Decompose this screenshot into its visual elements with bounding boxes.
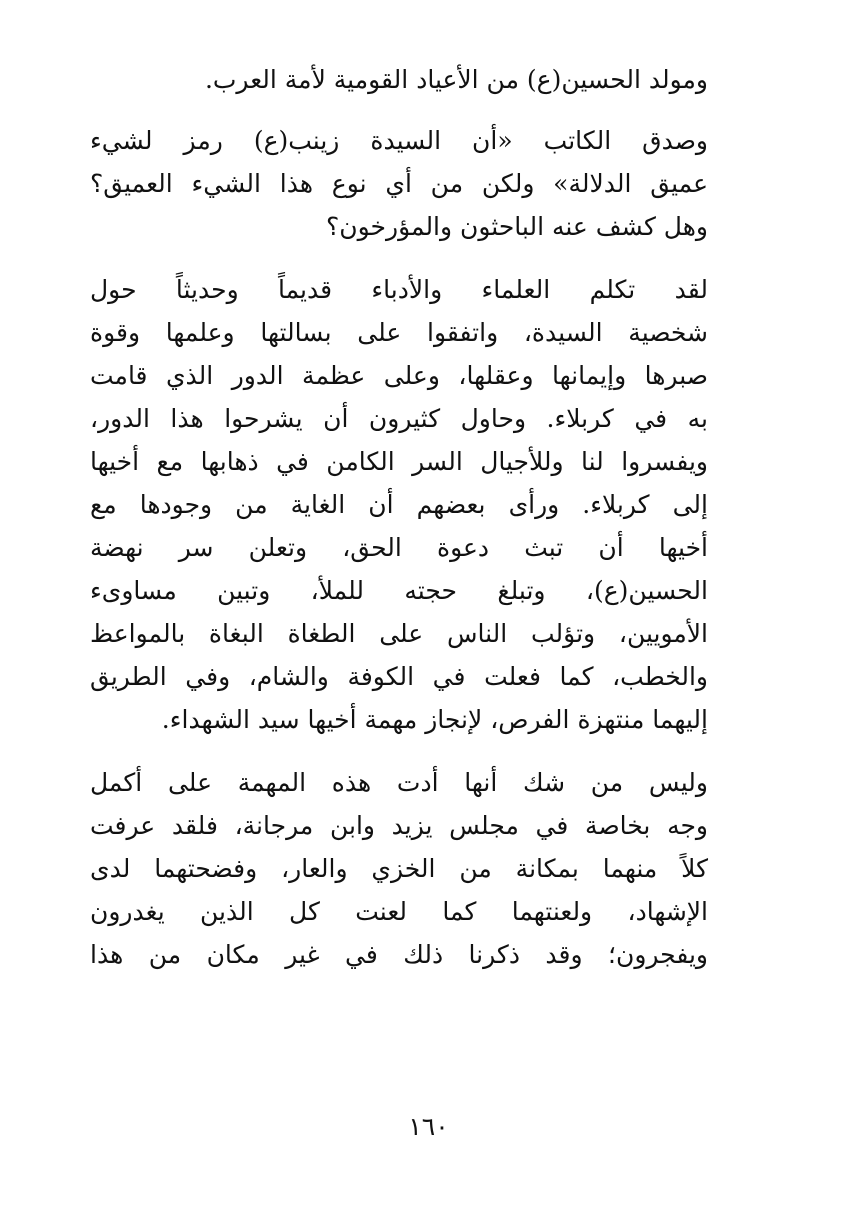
text-line: وليس من شك أنها أدت هذه المهمة على أكمل bbox=[90, 768, 708, 797]
text-line: ويفسروا لنا وللأجيال السر الكامن في ذهابها مع أخيها bbox=[90, 447, 708, 476]
text-line: والخطب، كما فعلت في الكوفة والشام، وفي الطريق bbox=[90, 662, 708, 691]
text-line: عميق الدلالة» ولكن من أي نوع هذا الشيء العميق؟ bbox=[90, 169, 708, 198]
text-line: الإشهاد، ولعنتهما كما لعنت كل الذين يغدرون bbox=[90, 897, 708, 926]
text-line: وجه بخاصة في مجلس يزيد وابن مرجانة، فلقد عرفت bbox=[90, 811, 708, 840]
text-line: كلاً منهما بمكانة من الخزي والعار، وفضحتهما لدى bbox=[90, 854, 708, 883]
text-line: إليهما منتهزة الفرص، لإنجاز مهمة أخيها سيد الشهداء. bbox=[161, 705, 708, 734]
page-number: ١٦٠ bbox=[408, 1112, 449, 1141]
text-line: الأمويين، وتؤلب الناس على الطغاة البغاة بالمواعظ bbox=[90, 619, 708, 648]
text-line: لقد تكلم العلماء والأدباء قديماً وحديثاً حول bbox=[90, 275, 708, 304]
paragraph-4 bbox=[90, 761, 708, 976]
paragraph-3 bbox=[90, 268, 708, 741]
text-line: وصدق الكاتب «أن السيدة زينب(ع) رمز لشيء bbox=[90, 126, 708, 155]
text-line: شخصية السيدة، واتفقوا على بسالتها وعلمها وقوة bbox=[90, 318, 708, 347]
text-line: أخيها أن تبث دعوة الحق، وتعلن سر نهضة bbox=[90, 533, 708, 562]
text-line: ومولد الحسين(ع) من الأعياد القومية لأمة العرب. bbox=[204, 65, 708, 94]
text-line: وهل كشف عنه الباحثون والمؤرخون؟ bbox=[326, 212, 708, 241]
text-line: ويفجرون؛ وقد ذكرنا ذلك في غير مكان من هذا bbox=[90, 940, 708, 969]
text-line: به في كربلاء. وحاول كثيرون أن يشرحوا هذا الدور، bbox=[90, 404, 708, 433]
text-line: صبرها وإيمانها وعقلها، وعلى عظمة الدور الذي قامت bbox=[90, 361, 708, 390]
paragraph-2 bbox=[90, 119, 708, 248]
text-line: الحسين(ع)، وتبلغ حجته للملأ، وتبين مساوىء bbox=[90, 576, 708, 605]
text-line: إلى كربلاء. ورأى بعضهم أن الغاية من وجودها مع bbox=[90, 490, 708, 519]
paragraph-1 bbox=[90, 58, 708, 101]
page-body bbox=[90, 58, 708, 976]
